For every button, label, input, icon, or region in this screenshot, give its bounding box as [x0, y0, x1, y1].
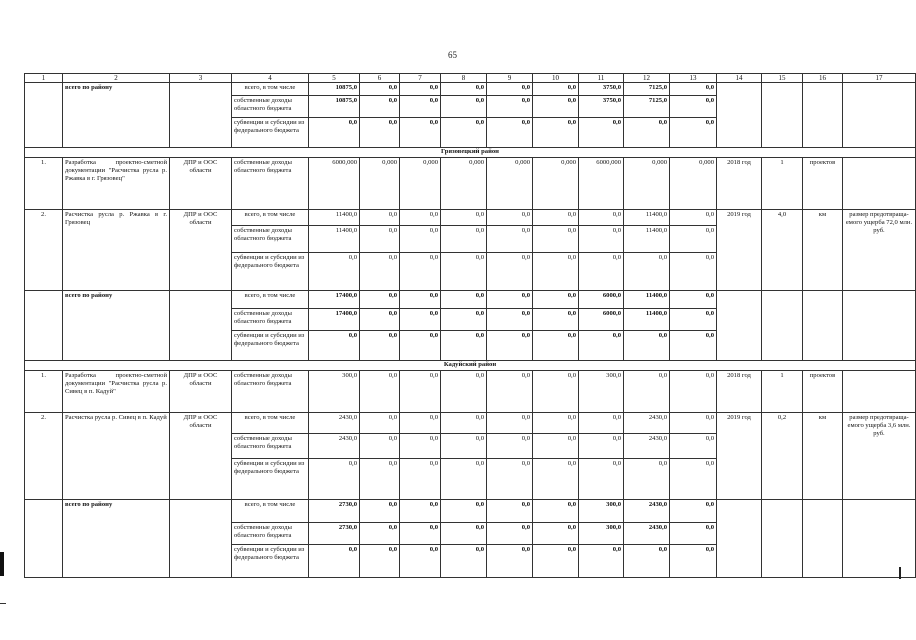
value-cell: 0,0	[533, 434, 579, 459]
item-number: 1.	[25, 158, 63, 210]
value-cell: 0,0	[400, 226, 441, 253]
table-row	[25, 361, 916, 371]
value-cell: 11400,0	[624, 291, 670, 309]
value-cell: 0,0	[400, 500, 441, 523]
value-cell: 0,0	[360, 434, 400, 459]
value-cell: 0,0	[400, 523, 441, 545]
table-row	[25, 74, 916, 83]
funding-source: субвенции и субсидии из федерального бюджета	[232, 118, 309, 148]
value-cell: 300,0	[309, 371, 360, 413]
funding-source: субвенции и субсидии из федерального бюджета	[232, 331, 309, 361]
value-cell: 0,0	[360, 226, 400, 253]
value-cell: 0,0	[441, 309, 487, 331]
value-cell: 0,000	[400, 158, 441, 210]
value-cell: 0,0	[309, 331, 360, 361]
unit-cell	[803, 291, 843, 361]
value-cell: 0,0	[670, 459, 717, 500]
value-cell: 0,0	[360, 83, 400, 96]
funding-source: всего, в том числе	[232, 291, 309, 309]
value-cell: 0,0	[400, 210, 441, 226]
column-header: 17	[843, 74, 916, 83]
table-row	[25, 83, 916, 96]
value-cell: 0,0	[579, 459, 624, 500]
year-cell	[717, 500, 762, 578]
note-cell	[843, 371, 916, 413]
value-cell: 11400,0	[309, 210, 360, 226]
value-cell: 0,0	[670, 96, 717, 118]
value-cell: 0,0	[487, 96, 533, 118]
table-row	[25, 291, 916, 309]
funding-source: всего, в том числе	[232, 500, 309, 523]
item-number: 2.	[25, 210, 63, 291]
program-table-container	[24, 73, 913, 609]
note-cell	[843, 158, 916, 210]
column-header: 9	[487, 74, 533, 83]
value-cell: 0,0	[533, 96, 579, 118]
column-header: 16	[803, 74, 843, 83]
value-cell: 0,0	[360, 309, 400, 331]
value-cell: 0,0	[579, 331, 624, 361]
column-header: 6	[360, 74, 400, 83]
value-cell: 0,0	[487, 413, 533, 434]
column-header: 2	[63, 74, 170, 83]
value-cell: 0,0	[533, 118, 579, 148]
value-cell: 0,0	[400, 413, 441, 434]
table-row	[25, 413, 916, 434]
value-cell: 0,0	[533, 371, 579, 413]
value-cell: 0,0	[400, 545, 441, 578]
value-cell: 0,0	[441, 118, 487, 148]
column-header: 1	[25, 74, 63, 83]
value-cell: 0,0	[360, 210, 400, 226]
value-cell: 0,0	[579, 226, 624, 253]
value-cell: 0,0	[400, 291, 441, 309]
value-cell: 0,0	[533, 459, 579, 500]
funding-source: собственные доходы областного бюджета	[232, 523, 309, 545]
qty-cell: 1	[762, 158, 803, 210]
qty-cell	[762, 83, 803, 148]
table-row	[25, 500, 916, 523]
value-cell: 0,0	[670, 226, 717, 253]
value-cell: 0,0	[533, 309, 579, 331]
table-row	[25, 371, 916, 413]
note-cell: размер предотвраща-емого ущерба 72,0 млн. руб.	[843, 210, 916, 291]
value-cell: 0,000	[441, 158, 487, 210]
value-cell: 0,0	[441, 226, 487, 253]
value-cell: 3750,0	[579, 96, 624, 118]
value-cell: 0,0	[360, 545, 400, 578]
value-cell: 7125,0	[624, 83, 670, 96]
value-cell: 300,0	[579, 523, 624, 545]
value-cell: 0,0	[670, 500, 717, 523]
value-cell: 0,0	[400, 459, 441, 500]
total-label: всего по району	[63, 500, 170, 578]
value-cell: 0,0	[487, 331, 533, 361]
value-cell: 0,0	[670, 545, 717, 578]
value-cell: 0,0	[624, 118, 670, 148]
qty-cell: 4,0	[762, 210, 803, 291]
value-cell: 0,0	[309, 545, 360, 578]
value-cell: 0,0	[670, 253, 717, 291]
funding-source: всего, в том числе	[232, 83, 309, 96]
value-cell: 2730,0	[309, 523, 360, 545]
value-cell: 0,0	[533, 210, 579, 226]
funding-source: субвенции и субсидии из федерального бюджета	[232, 545, 309, 578]
value-cell: 6000,000	[579, 158, 624, 210]
value-cell: 0,0	[670, 291, 717, 309]
item-number: 1.	[25, 371, 63, 413]
value-cell: 3750,0	[579, 83, 624, 96]
executor-cell	[170, 291, 232, 361]
unit-cell: км	[803, 413, 843, 500]
value-cell: 11400,0	[624, 210, 670, 226]
value-cell: 0,0	[309, 118, 360, 148]
funding-source: субвенции и субсидии из федерального бюджета	[232, 253, 309, 291]
value-cell: 0,0	[441, 253, 487, 291]
value-cell: 2430,0	[624, 523, 670, 545]
value-cell: 0,0	[360, 331, 400, 361]
note-cell: размер предотвраща-емого ущерба 3,6 млн. руб.	[843, 413, 916, 500]
year-cell: 2019 год	[717, 210, 762, 291]
value-cell: 0,0	[579, 434, 624, 459]
note-cell	[843, 500, 916, 578]
value-cell: 2430,0	[624, 413, 670, 434]
item-name: Разработка проектно-сметной документации "Расчистка русла р. Ржавка в г. Грязовец"	[63, 158, 170, 210]
value-cell: 0,0	[441, 210, 487, 226]
value-cell: 0,0	[487, 291, 533, 309]
value-cell: 0,0	[400, 371, 441, 413]
funding-source: собственные доходы областного бюджета	[232, 309, 309, 331]
value-cell: 11400,0	[309, 226, 360, 253]
value-cell: 0,0	[441, 83, 487, 96]
executor-cell: ДПР и ООС области	[170, 371, 232, 413]
funding-source: всего, в том числе	[232, 210, 309, 226]
item-number: 2.	[25, 413, 63, 500]
value-cell: 10875,0	[309, 83, 360, 96]
column-header: 14	[717, 74, 762, 83]
value-cell: 0,0	[400, 309, 441, 331]
scan-edge-mark-right	[899, 567, 901, 579]
column-header: 13	[670, 74, 717, 83]
value-cell: 0,0	[441, 523, 487, 545]
value-cell: 0,0	[487, 118, 533, 148]
row-number	[25, 83, 63, 148]
value-cell: 0,0	[624, 459, 670, 500]
column-header: 3	[170, 74, 232, 83]
qty-cell: 1	[762, 371, 803, 413]
row-number	[25, 500, 63, 578]
value-cell: 0,0	[670, 413, 717, 434]
qty-cell	[762, 291, 803, 361]
value-cell: 0,0	[624, 331, 670, 361]
value-cell: 2430,0	[624, 500, 670, 523]
value-cell: 0,0	[441, 545, 487, 578]
value-cell: 0,0	[441, 434, 487, 459]
table-row	[25, 158, 916, 210]
value-cell: 0,0	[533, 226, 579, 253]
item-name: Расчистка русла р. Сивец в п. Кадуй	[63, 413, 170, 500]
note-cell	[843, 291, 916, 361]
program-table	[24, 73, 916, 578]
funding-source: собственные доходы областного бюджета	[232, 158, 309, 210]
section-title: Кадуйский район	[25, 361, 916, 371]
value-cell: 0,0	[670, 434, 717, 459]
value-cell: 0,0	[533, 253, 579, 291]
value-cell: 0,0	[487, 371, 533, 413]
year-cell: 2018 год	[717, 371, 762, 413]
value-cell: 0,0	[579, 118, 624, 148]
note-cell	[843, 83, 916, 148]
value-cell: 0,0	[360, 500, 400, 523]
value-cell: 0,0	[487, 83, 533, 96]
executor-cell: ДПР и ООС области	[170, 413, 232, 500]
value-cell: 0,0	[670, 118, 717, 148]
year-cell	[717, 291, 762, 361]
funding-source: собственные доходы областного бюджета	[232, 226, 309, 253]
unit-cell: проектов	[803, 158, 843, 210]
item-name: Расчистка русла р. Ржавка в г. Грязовец	[63, 210, 170, 291]
value-cell: 0,0	[400, 83, 441, 96]
value-cell: 2430,0	[309, 434, 360, 459]
value-cell: 11400,0	[624, 226, 670, 253]
year-cell: 2018 год	[717, 158, 762, 210]
column-header: 7	[400, 74, 441, 83]
value-cell: 7125,0	[624, 96, 670, 118]
year-cell: 2019 год	[717, 413, 762, 500]
value-cell: 0,0	[624, 545, 670, 578]
page-number: 65	[448, 50, 457, 60]
executor-cell: ДПР и ООС области	[170, 158, 232, 210]
column-header: 11	[579, 74, 624, 83]
value-cell: 0,0	[487, 545, 533, 578]
column-header: 8	[441, 74, 487, 83]
item-name: Разработка проектно-сметной документации "Расчистка русла р. Сивец в п. Кадуй"	[63, 371, 170, 413]
value-cell: 0,0	[487, 500, 533, 523]
column-header: 15	[762, 74, 803, 83]
value-cell: 0,0	[487, 459, 533, 500]
value-cell: 0,000	[624, 158, 670, 210]
value-cell: 0,0	[360, 413, 400, 434]
section-title: Грязовецкий район	[25, 148, 916, 158]
value-cell: 0,0	[309, 253, 360, 291]
value-cell: 0,0	[670, 210, 717, 226]
value-cell: 11400,0	[624, 309, 670, 331]
value-cell: 2430,0	[309, 413, 360, 434]
value-cell: 0,0	[533, 413, 579, 434]
value-cell: 0,0	[533, 331, 579, 361]
value-cell: 0,0	[624, 253, 670, 291]
value-cell: 0,000	[670, 158, 717, 210]
executor-cell: ДПР и ООС области	[170, 210, 232, 291]
value-cell: 0,0	[441, 291, 487, 309]
value-cell: 0,0	[487, 210, 533, 226]
funding-source: собственные доходы областного бюджета	[232, 371, 309, 413]
value-cell: 0,0	[670, 309, 717, 331]
value-cell: 0,0	[400, 331, 441, 361]
value-cell: 0,0	[487, 434, 533, 459]
value-cell: 0,0	[400, 96, 441, 118]
unit-cell: км	[803, 210, 843, 291]
value-cell: 0,0	[360, 459, 400, 500]
column-header: 5	[309, 74, 360, 83]
value-cell: 0,0	[441, 371, 487, 413]
value-cell: 6000,000	[309, 158, 360, 210]
value-cell: 0,0	[533, 500, 579, 523]
value-cell: 0,0	[360, 253, 400, 291]
value-cell: 2430,0	[624, 434, 670, 459]
value-cell: 0,0	[579, 210, 624, 226]
value-cell: 0,000	[487, 158, 533, 210]
value-cell: 0,0	[624, 371, 670, 413]
year-cell	[717, 83, 762, 148]
value-cell: 0,0	[487, 226, 533, 253]
total-label: всего по району	[63, 83, 170, 148]
value-cell: 0,0	[579, 253, 624, 291]
value-cell: 0,0	[400, 434, 441, 459]
value-cell: 17400,0	[309, 291, 360, 309]
value-cell: 0,0	[309, 459, 360, 500]
executor-cell	[170, 500, 232, 578]
unit-cell	[803, 83, 843, 148]
funding-source: всего, в том числе	[232, 413, 309, 434]
value-cell: 0,000	[533, 158, 579, 210]
value-cell: 0,0	[441, 413, 487, 434]
column-header: 4	[232, 74, 309, 83]
value-cell: 300,0	[579, 500, 624, 523]
value-cell: 0,0	[670, 331, 717, 361]
value-cell: 0,0	[441, 500, 487, 523]
column-header: 12	[624, 74, 670, 83]
value-cell: 0,0	[533, 523, 579, 545]
value-cell: 0,0	[360, 523, 400, 545]
row-number	[25, 291, 63, 361]
value-cell: 6000,0	[579, 309, 624, 331]
value-cell: 0,0	[400, 253, 441, 291]
funding-source: собственные доходы областного бюджета	[232, 434, 309, 459]
total-label: всего по району	[63, 291, 170, 361]
value-cell: 0,0	[533, 291, 579, 309]
value-cell: 0,0	[533, 545, 579, 578]
value-cell: 0,0	[487, 253, 533, 291]
value-cell: 300,0	[579, 371, 624, 413]
value-cell: 0,0	[487, 309, 533, 331]
value-cell: 0,0	[360, 96, 400, 118]
value-cell: 0,0	[670, 371, 717, 413]
value-cell: 0,0	[533, 83, 579, 96]
table-row	[25, 210, 916, 226]
value-cell: 0,0	[670, 523, 717, 545]
unit-cell: проектов	[803, 371, 843, 413]
executor-cell	[170, 83, 232, 148]
qty-cell	[762, 500, 803, 578]
value-cell: 0,0	[487, 523, 533, 545]
funding-source: собственные доходы областного бюджета	[232, 96, 309, 118]
value-cell: 2730,0	[309, 500, 360, 523]
value-cell: 10875,0	[309, 96, 360, 118]
scan-edge-mark	[0, 552, 4, 576]
value-cell: 0,0	[579, 413, 624, 434]
value-cell: 6000,0	[579, 291, 624, 309]
qty-cell: 0,2	[762, 413, 803, 500]
column-header: 10	[533, 74, 579, 83]
value-cell: 17400,0	[309, 309, 360, 331]
value-cell: 0,0	[360, 118, 400, 148]
value-cell: 0,0	[670, 83, 717, 96]
funding-source: субвенции и субсидии из федерального бюджета	[232, 459, 309, 500]
value-cell: 0,0	[360, 291, 400, 309]
value-cell: 0,0	[579, 545, 624, 578]
table-row	[25, 148, 916, 158]
value-cell: 0,000	[360, 158, 400, 210]
scan-edge-tick	[0, 603, 6, 604]
value-cell: 0,0	[400, 118, 441, 148]
value-cell: 0,0	[360, 371, 400, 413]
value-cell: 0,0	[441, 459, 487, 500]
unit-cell	[803, 500, 843, 578]
value-cell: 0,0	[441, 331, 487, 361]
value-cell: 0,0	[441, 96, 487, 118]
